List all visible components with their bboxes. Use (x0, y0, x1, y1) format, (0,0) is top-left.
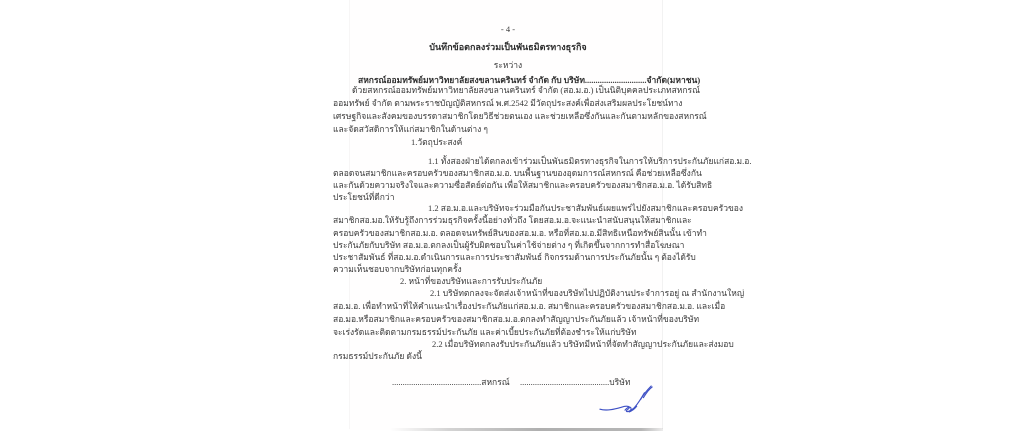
intro-line-4: และจัดสวัสดิการให้แก่สมาชิกในด้านต่าง ๆ (333, 124, 488, 134)
intro-line-3: เศรษฐกิจและสังคมของบรรดาสมาชิกโดยวิธีช่วยตนเอง และช่วยเหลือซึ่งกันและกันตามหลักของสหกรณ์ (333, 111, 707, 121)
clause-2-1-line-2: สอ.ม.อ. เพื่อทำหน้าที่ให้คำแนะนำเรื่องประกันภัยแก่สอ.ม.อ. สมาชิกและครอบครัวของสมาชิกสอ.ม.อ. และเมื่อ (333, 301, 726, 311)
page-bottom-shadow (390, 428, 663, 431)
doc-title: บันทึกข้อตกลงร่วมเป็นพันธมิตรทางธุรกิจ (429, 42, 587, 52)
between-label: ระหว่าง (493, 60, 523, 70)
clause-2-2-line-1: 2.2 เมื่อบริษัทตกลงรับประกันภัยแล้ว บริษัทมีหน้าที่จัดทำสัญญาประกันภัยและส่งมอบ (432, 339, 734, 349)
clause-1-1-line-4: ประโยชน์ที่ดีกว่า (333, 192, 395, 202)
clause-1-2-line-1: 1.2 สอ.ม.อ.และบริษัทจะร่วมมือกันประชาสัมพันธ์เผยแพร่ไปยังสมาชิกและครอบครัวของ (428, 203, 744, 213)
parties-line: สหกรณ์ออมทรัพย์มหาวิทยาลัยสงขลานครินทร์ จำกัด กับ บริษัท.............................จำกัด(มหาชน) (358, 75, 701, 85)
clause-1-2-line-4: ประกันภัยกับบริษัท สอ.ม.อ.ตกลงเป็นผู้รับผิดชอบในค่าใช้จ่ายต่าง ๆ ที่เกิดขึ้นจากการทำสื่อโฆษณา (333, 240, 685, 250)
clause-2-1-line-3: สอ.มอ.หรือสมาชิกและครอบครัวของสมาชิกสอ.ม.อ.ตกลงทำสัญญาประกันภัยแล้ว เจ้าหน้าที่ของบริษัท (333, 314, 700, 324)
clause-1-2-line-5: ประชาสัมพันธ์ ที่สอ.ม.อ.ดำเนินการและการประชาสัมพันธ์ กิจกรรมด้านการประกันภัยนั้น ๆ ต้องได้รับ (333, 252, 696, 262)
signature-ink (598, 385, 656, 416)
clause-1-2-line-2: สมาชิกสอ.มอ.ให้รับรู้ถึงการร่วมธุรกิจครั้งนี้อย่างทั่วถึง โดยสอ.ม.อ.จะแนะนำสนับสนุนให้สมาชิกและ (333, 215, 692, 225)
clause-1-1-line-2: ตลอดจนสมาชิกและครอบครัวของสมาชิกสอ.ม.อ. บนพื้นฐานของอุดมการณ์สหกรณ์ คือช่วยเหลือซึ่งกัน (333, 168, 702, 178)
section-2-heading: 2. หน้าที่ของบริษัทและการรับประกันภัย (400, 276, 543, 286)
clause-1-2-line-6: ความเห็นชอบจากบริษัทก่อนทุกครั้ง (333, 264, 462, 274)
clause-1-1-line-3: และกันด้วยความจริงใจและความซื่อสัตย์ต่อกัน เพื่อให้สมาชิกและครอบครัวของสมาชิกสอ.ม.อ. ได้รับสิทธิ (333, 180, 713, 190)
signature-line-company: ..........................................บริษัท (520, 377, 631, 387)
clause-2-1-line-1: 2.1 บริษัทตกลงจะจัดส่งเจ้าหน้าที่ของบริษัทไปปฏิบัติงานประจำการอยู่ ณ สำนักงานใหญ่ (430, 288, 745, 298)
page-number: - 4 - (500, 24, 516, 34)
clause-1-2-line-3: ครอบครัวของสมาชิกสอ.ม.อ. ตลอดจนทรัพย์สินของสอ.ม.อ. หรือที่สอ.ม.อ.มีสิทธิเหนือทรัพย์สินนั้น เข้าทำ (333, 228, 707, 238)
intro-line-2: ออมทรัพย์ จำกัด ตามพระราชบัญญัติสหกรณ์ พ.ศ.2542 มีวัตถุประสงค์เพื่อส่งเสริมผลประโยชน์ทาง (333, 98, 683, 108)
clause-2-2-line-2: กรมธรรม์ประกันภัย ดังนี้ (333, 351, 422, 361)
section-1-heading: 1.วัตถุประสงค์ (411, 137, 463, 147)
intro-line-1: ด้วยสหกรณ์ออมทรัพย์มหาวิทยาลัยสงขลานครินทร์ จำกัด (สอ.ม.อ.) เป็นนิติบุคคลประเภทสหกรณ์ (352, 85, 700, 95)
clause-1-1-line-1: 1.1 ทั้งสองฝ่ายได้ตกลงเข้าร่วมเป็นพันธมิตรทางธุรกิจในการให้บริการประกันภัยแก่สอ.ม.อ. (428, 156, 752, 166)
clause-2-1-line-4: จะเร่งรัดและติดตามกรมธรรม์ประกันภัย และค่าเบี้ยประกันภัยที่ต้องชำระให้แก่บริษัท (333, 327, 637, 337)
signature-line-cooperative: ..........................................สหกรณ์ (392, 377, 510, 387)
